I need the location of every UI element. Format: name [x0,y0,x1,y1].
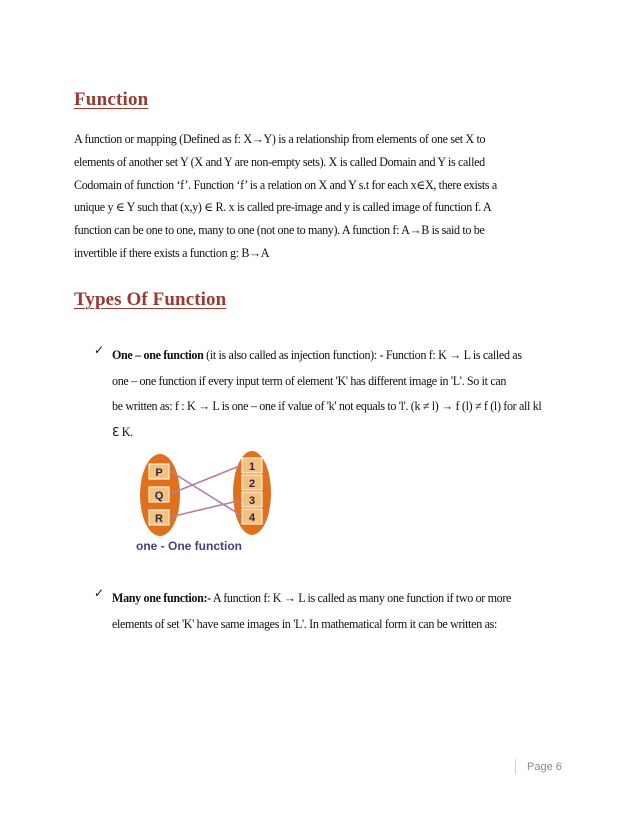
footer-divider [515,759,516,774]
arrow-q-1 [170,465,242,494]
codomain-label-4: 4 [248,512,256,524]
domain-label-p: P [155,467,163,479]
term-description: A function f: K → L is called as many one function if two or more [210,591,512,605]
bullet-line: be written as: f : K → L is one – one if value of 'k' not equals to 'l'. (k ≠ l) → f (l) ≠ f (l) for all kl [112,399,542,413]
term-label: One – one function [112,348,204,362]
mapping-arrows [170,465,242,517]
figure-caption: one - One function [136,539,242,553]
term-label: Many one function:- [112,591,211,605]
checkmark-icon: ✓ [94,343,104,357]
codomain-label-1: 1 [248,461,256,473]
section-title-function: Function [74,89,149,110]
page-number: Page 6 [527,761,562,773]
paragraph-line: Codomain of function ‘f’. Function ‘f’ is a relation on X and Y s.t for each x∈X, there exists a [74,177,497,192]
bullet-line [112,586,564,612]
domain-label-q: Q [154,490,164,502]
bullet-line [112,343,564,369]
paragraph-line: function can be one to one, many to one (not one to many). A function f: A→B is said to be [74,223,485,238]
bullet-line: elements of set 'K' have same images in 'L'. In mathematical form it can be written as: [112,616,497,631]
function-definition-paragraph [74,128,554,265]
section-title-types-of-function: Types Of Function [74,289,227,310]
codomain-label-2: 2 [248,478,256,490]
paragraph-line: invertible if there exists a function g: B→A [74,245,270,260]
checkmark-icon: ✓ [94,586,104,600]
bullet-line: one – one function if every input term of element 'K' has different image in 'L'. So it can [112,373,507,388]
codomain-label-3: 3 [248,495,256,507]
bullet-item-body [112,343,564,445]
domain-label-r: R [155,513,163,525]
bullet-item-body [112,586,564,637]
term-description: (it is also called as injection function): - Function f: K → L is called as [203,348,522,362]
paragraph-line: elements of another set Y (X and Y are non-empty sets). X is called Domain and Y is called [74,154,485,169]
paragraph-line: A function or mapping (Defined as f: X→Y) is a relationship from elements of one set X to [74,132,486,146]
bullet-line: ℇ K. [112,424,133,439]
one-one-function-diagram [134,450,284,560]
paragraph-line: unique y ∈ Y such that (x,y) ∈ R. x is called pre-image and y is called image of function f. A [74,200,492,215]
